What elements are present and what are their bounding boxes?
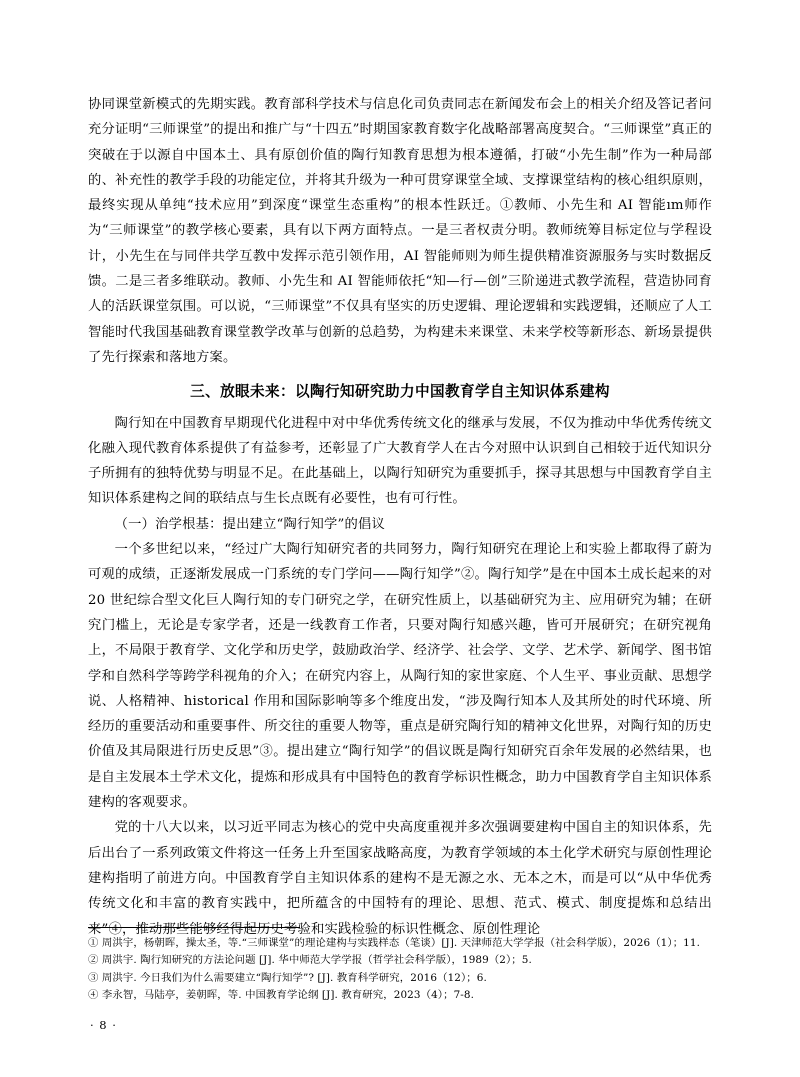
paragraph: 党的十八大以来，以习近平同志为核心的党中央高度重视并多次强调要建构中国自主的知识体系，先后出台了一系列政策文件将这一任务上升至国家战略高度，为教育学领域的本土化学术研究与原创性理论建构指明了前进方向。中国教育学自主知识体系的建构不是无源之水、无本之木，而是可以“从中华优秀传统文化和丰富的教育实践中，把所蕴含的中国特有的理论、思想、范式、模式、制度提炼和总结出来”④，推动那些能够经得起历史考验和实践检验的标识性概念、原创性理论	[88, 820, 712, 937]
page-number: · 8 ·	[90, 1018, 117, 1032]
paragraph: 陶行知在中国教育早期现代化进程中对中华优秀传统文化的继承与发展，不仅为推动中华优秀传统文化融入现代教育体系提供了有益参考，还彰显了广大教育学人在古今对照中认识到自己相较于近代知识分子所拥有的独特优势与明显不足。在此基础上，以陶行知研究为重要抓手，探寻其思想与中国教育学自主知识体系建构之间的联结点与生长点既有必要性，也有可行性。	[88, 415, 712, 507]
page-title: 三、放眼未来：以陶行知研究助力中国教育学自主知识体系建构	[190, 383, 610, 401]
footnotes-block	[88, 927, 712, 1005]
footnote-divider	[88, 927, 300, 928]
footnote-item: ④ 李永智，马陆亭，姜朝晖，等. 中国教育学论纲 [J]. 教育研究，2023（4）；7-8.	[88, 989, 475, 1002]
page-body	[88, 92, 712, 942]
paragraph: 一个多世纪以来，“经过广大陶行知研究者的共同努力，陶行知研究在理论上和实验上都取得了蔚为可观的成绩，正逐渐发展成一门系统的专门学问——陶行知学”②。陶行知学”是在中国本土成长起来的对 20 世纪综合型文化巨人陶行知的专门研究之学，在研究性质上，以基础研究为主、应用研究为辅；在研究门槛上，无论是专家学者，还是一线教育工作者，只要对陶行知感兴趣，皆可开展研究；在研究视角上，不局限于教育学、文化学和历史学，鼓励政治学、经济学、社会学、文学、艺术学、新闻学、图书馆学和自然科学等跨学科视角的介入；在研究内容上，从陶行知的家世家庭、个人生平、事业贡献、思想学说、人格精神、historical 作用和国际影响等多个维度出发，“涉及陶行知本人及其所处的时代环境、所经历的重要活动和重要事件、所交往的重要人物等，重点是研究陶行知的精神文化世界，对陶行知的历史价值及其局限进行历史反思”③。提出建立“陶行知学”的倡议既是陶行知研究百余年发展的必然结果，也是自主发展本土学术文化，提炼和形成具有中国特色的教育学标识性概念，助力中国教育学自主知识体系建构的客观要求。	[88, 542, 712, 811]
footnote-item: ② 周洪宇. 陶行知研究的方法论问题 [J]. 华中师范大学学报（哲学社会科学版），1989（2）；5.	[88, 954, 532, 967]
paragraph-continuation: 协同课堂新模式的先期实践。教育部科学技术与信息化司负责同志在新闻发布会上的相关介绍及答记者问充分证明“三师课堂”的提出和推广与“十四五”时期国家教育数字化战略部署高度契合。“三师课堂”真正的突破在于以源自中国本土、具有原创价值的陶行知教育思想为根本遵循，打破“小先生制”作为一种局部的、补充性的教学手段的功能定位，并将其升级为一种可贯穿课堂全域、支撑课堂结构的核心组织原则，最终实现从单纯“技术应用”到深度“课堂生态重构”的根本性跃迁。①教师、小先生和 AI 智能ım师作为“三师课堂”的教学核心要素，具有以下两方面特点。一是三者权责分明。教师统筹目标定位与学程设计，小先生在与同伴共学互教中发挥示范引领作用，AI 智能师则为师生提供精准资源服务与实时数据反馈。二是三者多维联动。教师、小先生和 AI 智能师依托“知—行—创”三阶递进式教学流程，营造协同育人的活跃课堂氛围。可以说，“三师课堂”不仅具有坚实的历史逻辑、理论逻辑和实践逻辑，还顺应了人工智能时代我国基础教育课堂教学改革与创新的总趋势，为构建未来课堂、未来学校等新形态、新场景提供了先行探索和落地方案。	[88, 97, 712, 365]
footnote-item: ① 周洪宇，杨朝晖，操太圣，等.“三师课堂”的理论建构与实践样态（笔谈）[J]. 天津师范大学学报（社会科学版），2026（1）；11.	[88, 936, 701, 949]
footnote-item: ③ 周洪宇. 今日我们为什么需要建立“陶行知学”? [J]. 教育科学研究，2016（12）；6.	[88, 971, 487, 984]
subsection-heading: （一）治学根基：提出建立“陶行知学”的倡议	[114, 516, 386, 532]
